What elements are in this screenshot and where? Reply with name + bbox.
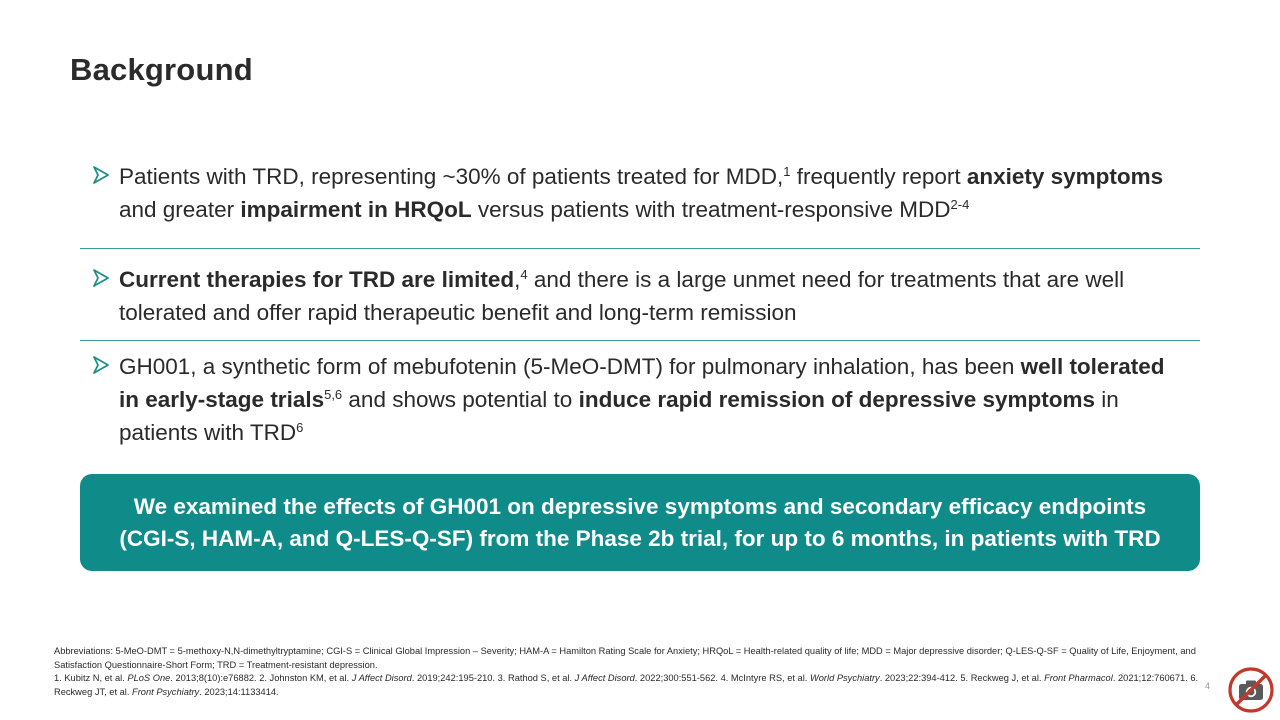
text-run: and there is a large unmet need for treatments that are well tolerated and offer rapid therapeutic benefit and long-term remission: [119, 267, 1125, 325]
text-run: . 2013;8(10):e76882. 2. Johnston KM, et al.: [170, 673, 352, 684]
divider: [80, 340, 1200, 341]
objective-callout: [80, 474, 1200, 571]
bullet-text: [92, 350, 1182, 449]
journal-name: J Affect Disord: [351, 673, 412, 684]
callout-line-1: We examined the effects of GH001 on depressive symptoms and secondary efficacy endpoints: [133, 494, 1147, 519]
emphasis-text: Current therapies for TRD are limited: [119, 267, 515, 292]
text-run: frequently report: [790, 164, 967, 189]
text-run: and shows potential to: [342, 387, 579, 412]
text-run: Patients with TRD, representing ~30% of patients treated for MDD,: [119, 164, 784, 189]
callout-line-2: (CGI-S, HAM-A, and Q-LES-Q-SF) from the Phase 2b trial, for up to 6 months, in patients with TRD: [119, 526, 1161, 551]
no-photography-icon: [1227, 666, 1275, 714]
bullet-item: [92, 160, 1182, 226]
text-run: 1. Kubitz N, et al.: [54, 673, 128, 684]
emphasis-text: induce rapid remission of depressive symptoms: [578, 387, 1095, 412]
journal-name: J Affect Disord: [574, 673, 635, 684]
text-run: . 2019;242:195-210. 3. Rathod S, et al.: [411, 673, 575, 684]
text-run: . 2023;14:1133414.: [199, 687, 279, 698]
footnotes: [54, 645, 1204, 700]
arrow-bullet-icon: [92, 355, 110, 375]
bullet-text: [92, 263, 1182, 329]
divider: [80, 248, 1200, 249]
emphasis-text: impairment in HRQoL: [240, 197, 472, 222]
text-run: versus patients with treatment-responsive MDD: [471, 197, 951, 222]
page-number: 4: [1205, 681, 1211, 691]
reference-superscript: 4: [520, 267, 528, 282]
arrow-bullet-icon: [92, 165, 110, 185]
text-run: . 2023;22:394-412. 5. Reckweg J, et al.: [879, 673, 1045, 684]
journal-name: Front Pharmacol: [1044, 673, 1113, 684]
bullet-item: [92, 263, 1182, 329]
text-run: . 2022;300:551-562. 4. McIntyre RS, et al.: [634, 673, 810, 684]
reference-superscript: 5,6: [324, 387, 343, 402]
bullet-item: [92, 350, 1182, 449]
reference-superscript: 6: [296, 420, 304, 435]
bullet-text: [92, 160, 1182, 226]
emphasis-text: anxiety symptoms: [966, 164, 1164, 189]
slide-title: Background: [70, 52, 253, 87]
references-text: [54, 672, 1204, 699]
text-run: in patients with TRD: [119, 387, 1119, 445]
text-run: ,: [514, 267, 521, 292]
reference-superscript: 1: [783, 164, 791, 179]
arrow-bullet-icon: [92, 268, 110, 288]
journal-name: Front Psychiatry: [132, 687, 200, 698]
journal-name: PLoS One: [127, 673, 171, 684]
text-run: GH001, a synthetic form of mebufotenin (5-MeO-DMT) for pulmonary inhalation, has been: [119, 354, 1021, 379]
text-run: and greater: [119, 197, 241, 222]
reference-superscript: 2-4: [950, 197, 970, 212]
abbreviations-text: Abbreviations: 5-MeO-DMT = 5-methoxy-N,N-dimethyltryptamine; CGI-S = Clinical Global Impression – Severity; HAM-A = Hamilton Rating Scale for Anxiety; HRQoL = Health-related quality of life; MDD = Major depressive disorder; Q-LES-Q-SF = Quality of Life, Enjoyment, and Satisfaction Questionnaire-Short Form; TRD = Treatment-resistant depression.: [54, 646, 1196, 670]
emphasis-text: well tolerated in early-stage trials: [119, 354, 1165, 412]
journal-name: World Psychiatry: [809, 673, 880, 684]
text-run: . 2021;12:760671. 6. Reckweg JT, et al.: [54, 673, 1199, 698]
